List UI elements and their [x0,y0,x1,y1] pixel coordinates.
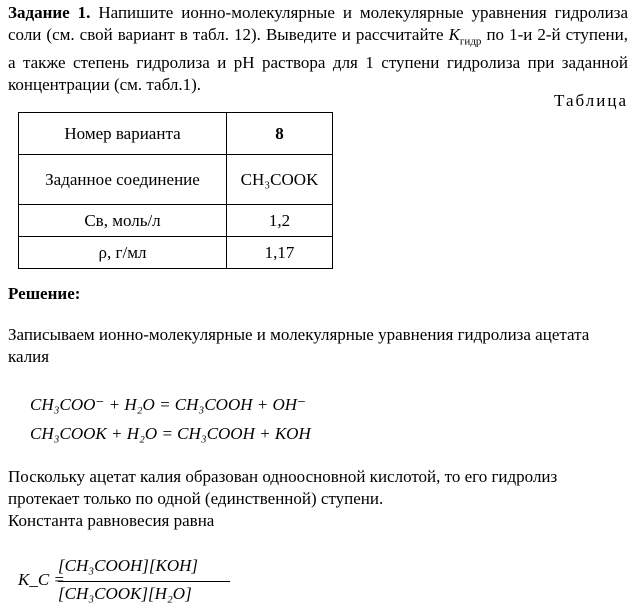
task-label: Задание 1. [8,3,91,22]
concentration-label: Cв, моль/л [19,205,227,237]
intro-text: Записываем ионно-молекулярные и молекулярные уравнения гидролиза ацетата калия [8,325,590,366]
fraction-line [58,581,230,582]
solution-heading: Решение: [8,284,81,303]
kc-numerator: [CH₃COOH][KOH] [58,556,199,575]
concentration-value: 1,2 [227,205,333,237]
task-text-part2: по 1-и 2-й ступени, а также степень гидролиза и pH раствора для 1 ступени гидролиза при заданной концентрации (см. табл.1). [8,25,628,95]
variant-table [18,112,333,269]
variant-value: 8 [227,113,333,155]
variant-label: Номер варианта [19,113,227,155]
k-symbol: K [448,25,460,44]
task-text-part1: Напишите ионно-молекулярные и молекулярные уравнения гидролиза соли (см. свой вариант в табл. 12). Выведите и рассчитайте [8,3,628,44]
compound-value: CH₃COOK [227,155,333,205]
kc-denominator: [CH₃COOK][H₂O] [58,584,192,603]
ionic-equation: CH₃COO⁻ + H₂O = CH₃COOH + OH⁻ [30,395,306,414]
kc-lhs: K_C = [18,570,65,589]
hydrolysis-text: Поскольку ацетат калия образован одноосновной кислотой, то его гидролиз протекает только по одной (единственной) ступени. [8,467,558,508]
constant-text: Константа равновесия равна [8,511,215,530]
molecular-equation: CH₃COOK + H₂O = CH₃COOH + KOH [30,424,311,443]
task-paragraph [8,2,628,96]
k-subscript: гидр [459,35,482,48]
compound-label: Заданное соединение [19,155,227,205]
density-label: ρ, г/мл [19,237,227,269]
table-caption: Таблица [554,91,628,110]
hydrolysis-paragraph [8,466,628,532]
density-value: 1,17 [227,237,333,269]
